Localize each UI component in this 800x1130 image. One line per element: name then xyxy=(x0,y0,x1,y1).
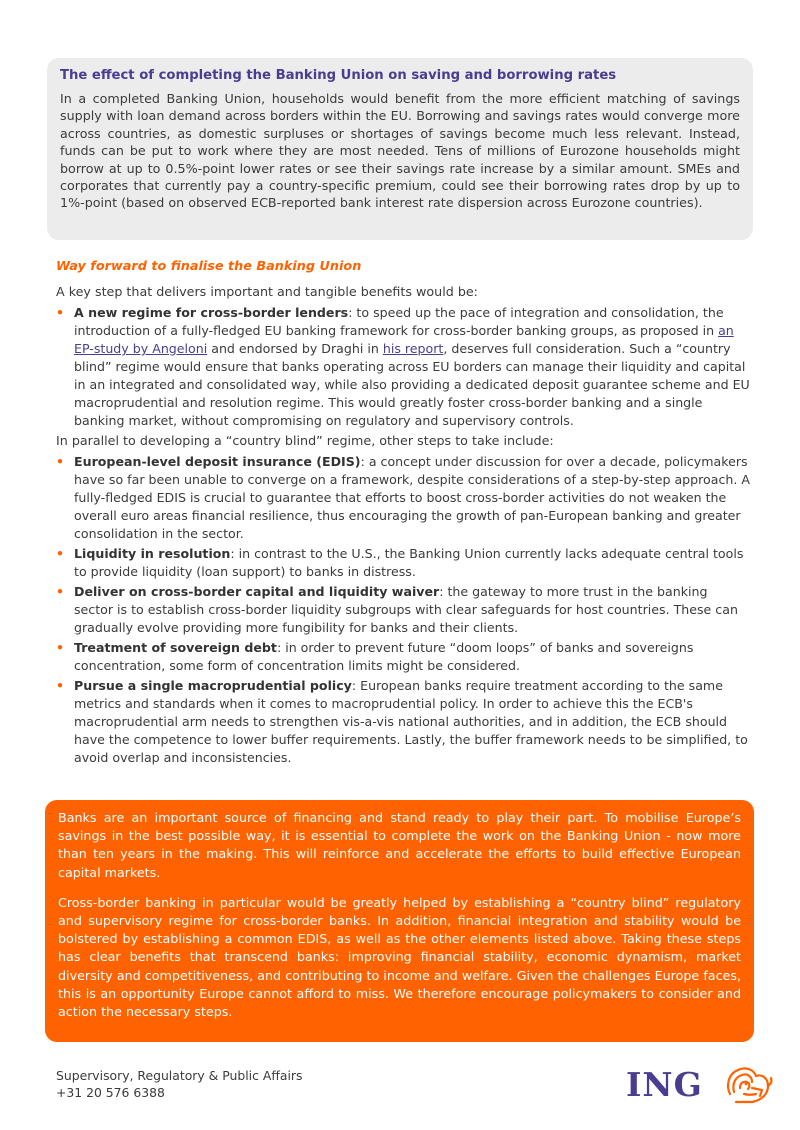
bullet-icon: • xyxy=(56,546,65,561)
ep-study-link[interactable]: an EP-study by Angeloni xyxy=(74,323,734,356)
list-item xyxy=(56,677,750,767)
bullet-icon: • xyxy=(56,454,65,469)
footer-contact xyxy=(56,1067,302,1101)
section-heading: Way forward to finalise the Banking Union xyxy=(56,259,362,274)
bullet-icon: • xyxy=(56,640,65,655)
info-box-title: The effect of completing the Banking Union on saving and borrowing rates xyxy=(60,68,617,83)
way-forward-section xyxy=(56,258,750,769)
conclusion-box xyxy=(45,800,754,1042)
info-box-body: In a completed Banking Union, households would benefit from the more efficient matching of savings supply with loan demand across borders within the EU. Borrowing and savings rates would converge more across countries, as domestic surpluses or shortages of savings become much less relevant. Instead, funds can be put to work where they are most needed. Tens of millions of Eurozone households might borrow at up to 0.5%-point lower rates or see their savings rate increase by a similar amount. SMEs and corporates that currently pay a country-specific premium, could see their borrowing rates drop by up to 1%-point (based on observed ECB-reported bank interest rate dispersion across Eurozone countries). xyxy=(60,91,740,211)
list-item-text: : in order to prevent future “doom loops” of banks and sovereigns concentration, some form of concentration limits might be considered. xyxy=(74,640,694,673)
logo-wordmark: ING xyxy=(626,1065,703,1104)
list-item-text: and endorsed by Draghi in xyxy=(207,341,383,356)
lion-icon xyxy=(722,1064,774,1106)
list-item-title: Deliver on cross-border capital and liquidity waiver xyxy=(74,584,440,599)
list-item-text: : to speed up the pace of integration and consolidation, the introduction of a fully-fledged EU banking framework for cross-border banking groups, as proposed in xyxy=(74,305,724,338)
list-item-title: A new regime for cross-border lenders xyxy=(74,305,349,320)
footer-phone: +31 20 576 6388 xyxy=(56,1085,165,1100)
key-step-list xyxy=(56,304,750,430)
footer-department: Supervisory, Regulatory & Public Affairs xyxy=(56,1068,303,1083)
list-item-text: , deserves full consideration. Such a “country blind” regime would ensure that banks operating across EU borders can manage their liquidity and capital in an integrated and consolidated way, while also providing a dedicated deposit guarantee scheme and EU macroprudential and resolution regime. This would greatly foster cross-border banking and a single banking market, without compromising on regulatory and supervisory controls. xyxy=(74,341,750,428)
bullet-icon: • xyxy=(56,584,65,599)
list-item-title: Liquidity in resolution xyxy=(74,546,231,561)
list-item-title: European-level deposit insurance (EDIS) xyxy=(74,454,361,469)
list-item-title: Pursue a single macroprudential policy xyxy=(74,678,352,693)
steps-list xyxy=(56,453,750,767)
list-item-text: : the gateway to more trust in the banking sector is to establish cross-border liquidity subgroups with clear safeguards for host countries. These can gradually evolve providing more fungibility for banks and their clients. xyxy=(74,584,738,635)
list-item xyxy=(56,583,750,637)
list-item xyxy=(56,545,750,581)
conclusion-paragraph-1: Banks are an important source of financing and stand ready to play their part. To mobilise Europe’s savings in the best possible way, it is essential to complete the work on the Banking Union - now more than ten years in the making. This will reinforce and accelerate the efforts to build effective European capital markets. xyxy=(58,810,741,880)
info-box xyxy=(47,58,753,240)
bullet-icon: • xyxy=(56,305,65,320)
list-item-text: : European banks require treatment according to the same metrics and standards when it comes to macroprudential policy. In order to achieve this the ECB's macroprudential arm needs to strengthen vis-a-vis national authorities, and in addition, the ECB should have the competence to lower buffer requirements. Lastly, the buffer framework needs to be simplified, to avoid overlap and inconsistencies. xyxy=(74,678,748,765)
list-item-text: : in contrast to the U.S., the Banking Union currently lacks adequate central tools to provide liquidity (loan support) to banks in distress. xyxy=(74,546,744,579)
list-item xyxy=(56,639,750,675)
list-item xyxy=(56,453,750,543)
list-item-title: Treatment of sovereign debt xyxy=(74,640,277,655)
parallel-intro: In parallel to developing a “country blind” regime, other steps to take include: xyxy=(56,433,554,448)
list-item-text: : a concept under discussion for over a decade, policymakers have so far been unable to converge on a framework, despite considerations of a step-by-step approach. A fully-fledged EDIS is crucial to guarantee that efforts to boost cross-border activities do not weaken the overall euro areas financial resilience, thus encouraging the growth of pan-European banking and greater consolidation in the sector. xyxy=(74,454,751,541)
conclusion-paragraph-2: Cross-border banking in particular would be greatly helped by establishing a “country blind” regulatory and supervisory regime for cross-border banks. In addition, financial integration and stability would be bolstered by establishing a common EDIS, as well as the other elements listed above. Taking these steps has clear benefits that transcend banks: improving financial stability, economic dynamism, market diversity and competitiveness, and contributing to income and welfare. Given the challenges Europe faces, this is an opportunity Europe cannot afford to miss. We therefore encourage policymakers to consider and action the necessary steps. xyxy=(58,894,741,1020)
draghi-report-link[interactable]: his report xyxy=(382,341,444,356)
list-item xyxy=(56,304,750,430)
bullet-icon: • xyxy=(56,678,65,693)
section-intro: A key step that delivers important and tangible benefits would be: xyxy=(56,284,478,299)
ing-logo xyxy=(626,1064,776,1106)
